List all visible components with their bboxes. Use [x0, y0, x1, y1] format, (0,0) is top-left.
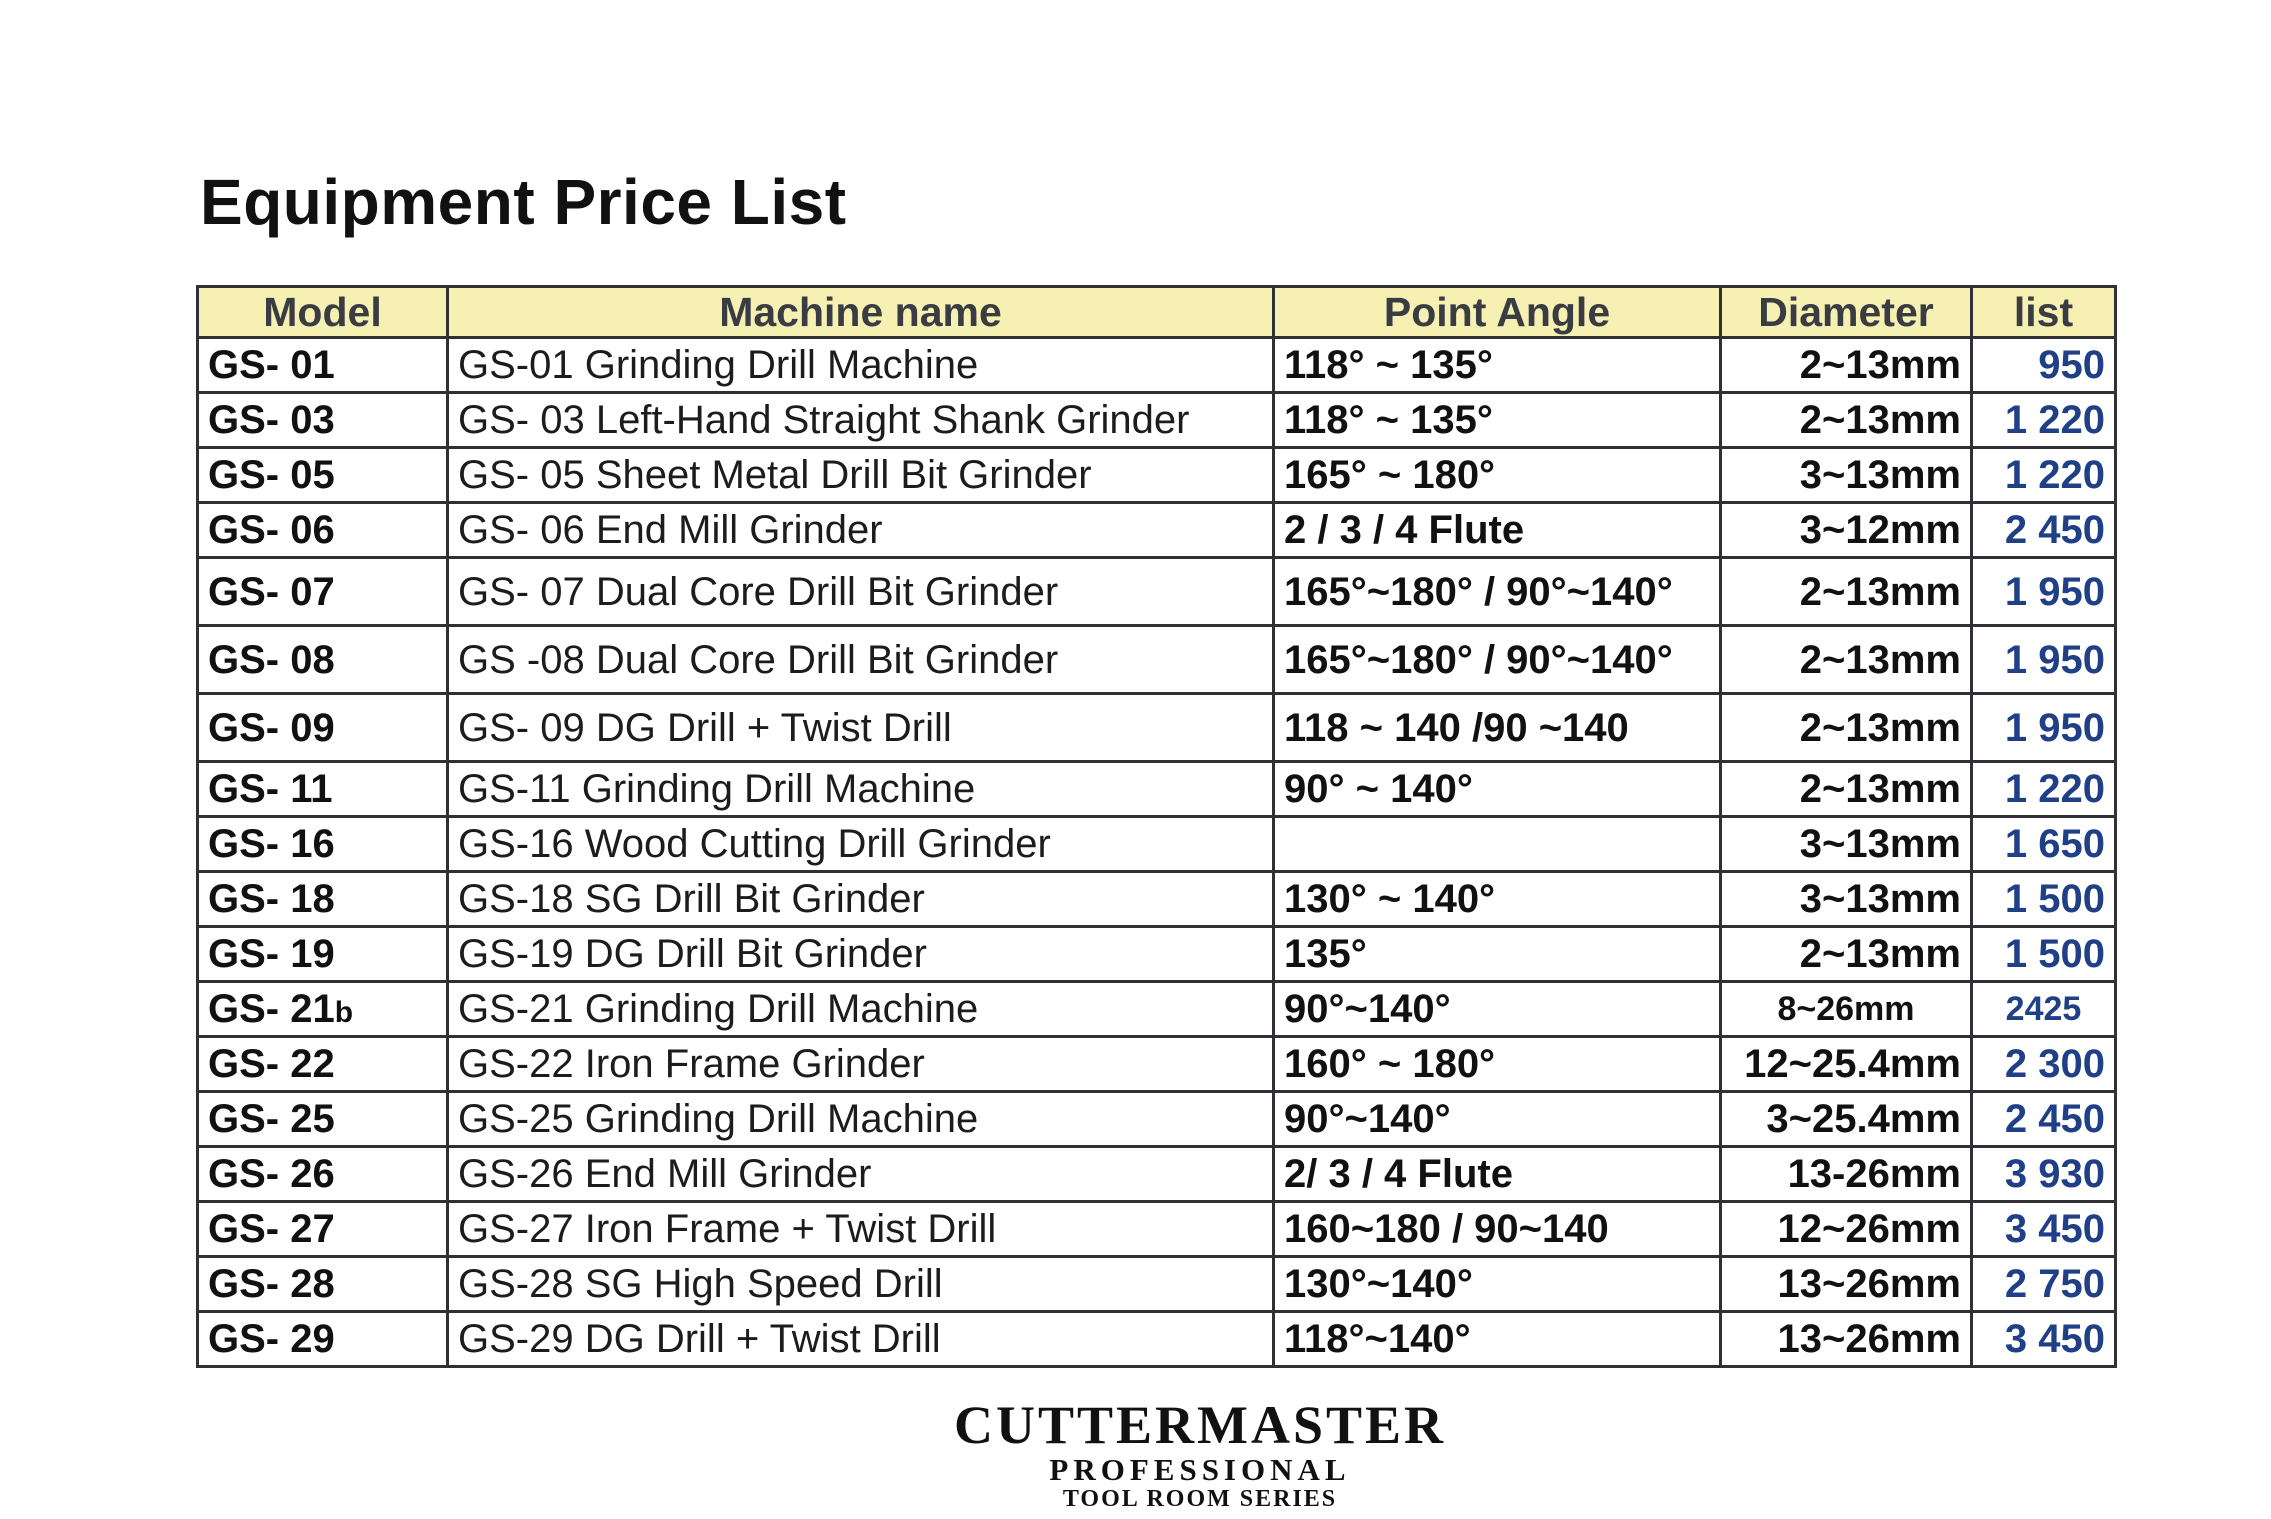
cell-machine-name: GS-26 End Mill Grinder [448, 1147, 1274, 1202]
header-machine-name: Machine name [448, 287, 1274, 338]
cell-point-angle: 165°~180° / 90°~140° [1274, 626, 1721, 694]
cell-list-price: 1 950 [1972, 626, 2116, 694]
cell-machine-name: GS-25 Grinding Drill Machine [448, 1092, 1274, 1147]
cell-model: GS- 19 [198, 927, 448, 982]
table-row [198, 503, 2116, 558]
cell-diameter: 12~26mm [1721, 1202, 1972, 1257]
cell-list-price: 1 500 [1972, 927, 2116, 982]
cell-model: GS- 25 [198, 1092, 448, 1147]
header-point-angle: Point Angle [1274, 287, 1721, 338]
cell-machine-name: GS- 07 Dual Core Drill Bit Grinder [448, 558, 1274, 626]
cell-point-angle: 90° ~ 140° [1274, 762, 1721, 817]
header-list-price: list [1972, 287, 2116, 338]
cell-list-price: 1 950 [1972, 694, 2116, 762]
header-diameter: Diameter [1721, 287, 1972, 338]
cell-point-angle: 118°~140° [1274, 1312, 1721, 1367]
cell-diameter: 2~13mm [1721, 927, 1972, 982]
cell-point-angle: 130° ~ 140° [1274, 872, 1721, 927]
cell-machine-name: GS-28 SG High Speed Drill [448, 1257, 1274, 1312]
cell-list-price: 1 650 [1972, 817, 2116, 872]
brand-series: TOOL ROOM SERIES [1062, 1486, 1338, 1512]
cell-list-price: 1 500 [1972, 872, 2116, 927]
cell-model: GS- 18 [198, 872, 448, 927]
table-row [198, 1312, 2116, 1367]
price-table [196, 285, 2117, 1368]
cell-point-angle [1274, 817, 1721, 872]
cell-point-angle: 165° ~ 180° [1274, 448, 1721, 503]
cell-diameter: 3~13mm [1721, 872, 1972, 927]
cell-machine-name: GS- 06 End Mill Grinder [448, 503, 1274, 558]
table-row [198, 694, 2116, 762]
cell-model: GS- 26 [198, 1147, 448, 1202]
cell-machine-name: GS-18 SG Drill Bit Grinder [448, 872, 1274, 927]
cell-model: GS- 22 [198, 1037, 448, 1092]
cell-machine-name: GS-22 Iron Frame Grinder [448, 1037, 1274, 1092]
table-row [198, 338, 2116, 393]
cell-diameter: 12~25.4mm [1721, 1037, 1972, 1092]
cell-diameter: 13~26mm [1721, 1257, 1972, 1312]
cell-diameter: 2~13mm [1721, 558, 1972, 626]
cell-list-price: 950 [1972, 338, 2116, 393]
table-row [198, 1257, 2116, 1312]
cell-list-price: 3 450 [1972, 1312, 2116, 1367]
cell-diameter: 13-26mm [1721, 1147, 1972, 1202]
cell-point-angle: 118° ~ 135° [1274, 338, 1721, 393]
cell-model: GS- 16 [198, 817, 448, 872]
table-row [198, 1092, 2116, 1147]
brand-logo [910, 1395, 1490, 1512]
cell-list-price: 2 450 [1972, 1092, 2116, 1147]
cell-list-price: 1 220 [1972, 393, 2116, 448]
cell-diameter: 3~13mm [1721, 817, 1972, 872]
cell-point-angle: 90°~140° [1274, 1092, 1721, 1147]
cell-point-angle: 2/ 3 / 4 Flute [1274, 1147, 1721, 1202]
cell-model: GS- 11 [198, 762, 448, 817]
cell-machine-name: GS-01 Grinding Drill Machine [448, 338, 1274, 393]
cell-model: GS- 09 [198, 694, 448, 762]
cell-model: GS- 28 [198, 1257, 448, 1312]
table-row [198, 1147, 2116, 1202]
cell-point-angle: 118 ~ 140 /90 ~140 [1274, 694, 1721, 762]
cell-machine-name: GS-27 Iron Frame + Twist Drill [448, 1202, 1274, 1257]
cell-machine-name: GS- 05 Sheet Metal Drill Bit Grinder [448, 448, 1274, 503]
cell-machine-name: GS-19 DG Drill Bit Grinder [448, 927, 1274, 982]
cell-point-angle: 165°~180° / 90°~140° [1274, 558, 1721, 626]
cell-diameter: 3~12mm [1721, 503, 1972, 558]
table-row [198, 1037, 2116, 1092]
cell-diameter: 3~25.4mm [1721, 1092, 1972, 1147]
cell-model: GS- 06 [198, 503, 448, 558]
cell-machine-name: GS -08 Dual Core Drill Bit Grinder [448, 626, 1274, 694]
header-model: Model [198, 287, 448, 338]
cell-list-price: 2425 [1972, 982, 2116, 1037]
cell-model: GS- 05 [198, 448, 448, 503]
cell-model: GS- 03 [198, 393, 448, 448]
table-row [198, 817, 2116, 872]
cell-list-price: 1 220 [1972, 448, 2116, 503]
cell-diameter: 3~13mm [1721, 448, 1972, 503]
table-row [198, 872, 2116, 927]
page-title: Equipment Price List [200, 166, 847, 238]
cell-model: GS- 07 [198, 558, 448, 626]
table-row [198, 626, 2116, 694]
cell-model: GS- 01 [198, 338, 448, 393]
cell-list-price: 2 300 [1972, 1037, 2116, 1092]
cell-diameter: 13~26mm [1721, 1312, 1972, 1367]
table-row [198, 1202, 2116, 1257]
cell-list-price: 2 750 [1972, 1257, 2116, 1312]
table-header-row [198, 287, 2116, 338]
cell-diameter: 2~13mm [1721, 762, 1972, 817]
cell-point-angle: 2 / 3 / 4 Flute [1274, 503, 1721, 558]
cell-machine-name: GS-11 Grinding Drill Machine [448, 762, 1274, 817]
cell-point-angle: 160° ~ 180° [1274, 1037, 1721, 1092]
cell-list-price: 2 450 [1972, 503, 2116, 558]
cell-list-price: 1 220 [1972, 762, 2116, 817]
cell-diameter: 2~13mm [1721, 393, 1972, 448]
cell-point-angle: 160~180 / 90~140 [1274, 1202, 1721, 1257]
brand-name: CUTTERMASTER [953, 1395, 1447, 1455]
cell-list-price: 1 950 [1972, 558, 2116, 626]
table-row [198, 762, 2116, 817]
cell-machine-name: GS- 09 DG Drill + Twist Drill [448, 694, 1274, 762]
table-row [198, 558, 2116, 626]
table-row [198, 927, 2116, 982]
table-row [198, 448, 2116, 503]
cell-model: GS- 29 [198, 1312, 448, 1367]
cell-machine-name: GS- 03 Left-Hand Straight Shank Grinder [448, 393, 1274, 448]
cell-machine-name: GS-21 Grinding Drill Machine [448, 982, 1274, 1037]
cell-model: GS- 21b [198, 982, 448, 1037]
cell-point-angle: 135° [1274, 927, 1721, 982]
cell-point-angle: 118° ~ 135° [1274, 393, 1721, 448]
cell-machine-name: GS-16 Wood Cutting Drill Grinder [448, 817, 1274, 872]
brand-tagline: PROFESSIONAL [1049, 1452, 1351, 1487]
cell-point-angle: 90°~140° [1274, 982, 1721, 1037]
cell-machine-name: GS-29 DG Drill + Twist Drill [448, 1312, 1274, 1367]
cell-point-angle: 130°~140° [1274, 1257, 1721, 1312]
cell-model: GS- 08 [198, 626, 448, 694]
cell-diameter: 2~13mm [1721, 694, 1972, 762]
table-row [198, 393, 2116, 448]
cell-diameter: 2~13mm [1721, 626, 1972, 694]
table-row [198, 982, 2116, 1037]
cell-list-price: 3 930 [1972, 1147, 2116, 1202]
cell-diameter: 2~13mm [1721, 338, 1972, 393]
cell-diameter: 8~26mm [1721, 982, 1972, 1037]
cell-model: GS- 27 [198, 1202, 448, 1257]
cell-list-price: 3 450 [1972, 1202, 2116, 1257]
